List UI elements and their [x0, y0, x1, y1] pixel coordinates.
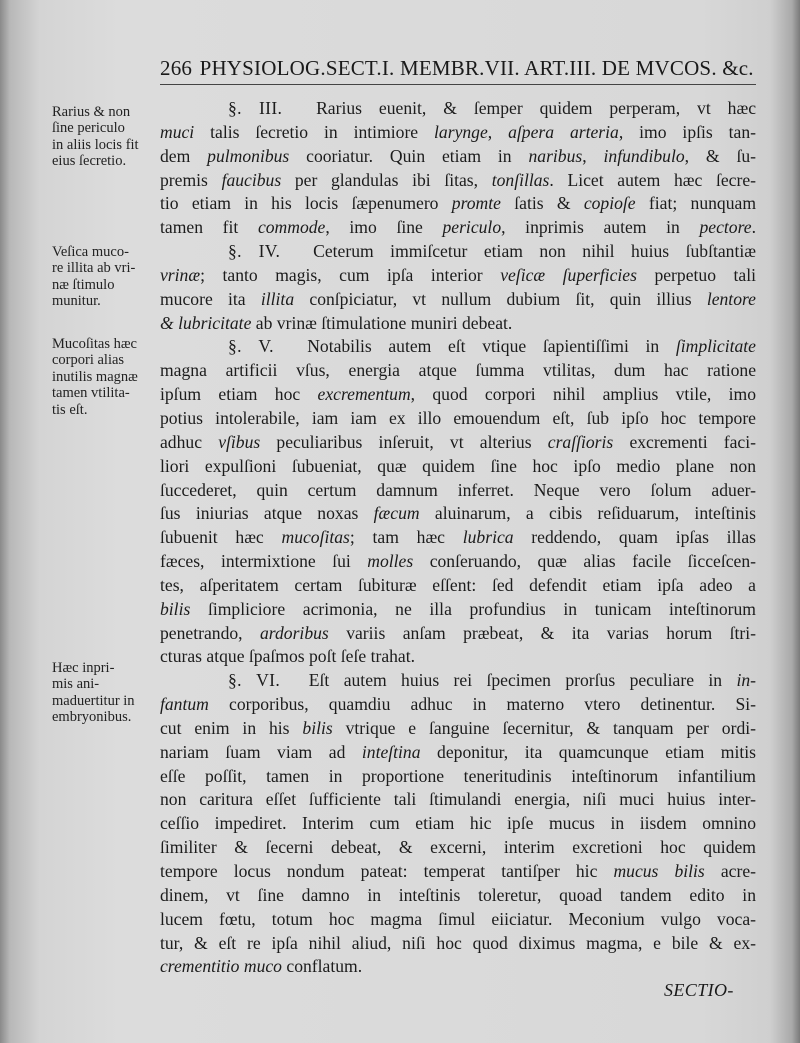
text-line: tamen fit commode, imo ſine periculo, inprimis autem in pectore.: [160, 217, 756, 238]
text-line: §. IV. Ceterum immiſcetur etiam non nihil huius ſubſtantiæ: [228, 241, 756, 262]
text-line: penetrando, ardoribus variis anſam præbeat, & ita varias horum ſtri-: [160, 622, 756, 643]
margin-note-line: Veſica muco-: [52, 244, 129, 260]
margin-note-1: [52, 104, 164, 170]
margin-note-line: munitur.: [52, 293, 101, 310]
text-line: liori expulſioni ſubueniat, quæ quidem ſine hoc ipſo medio plane non: [160, 455, 756, 476]
margin-note-line: in aliis locis fit: [52, 136, 139, 153]
text-line: nariam ſuam viam ad inteſtina deponitur, ita quamcunque etiam mitis: [160, 741, 756, 762]
text-line: cturas atque ſpaſmos poſt ſeſe trahat.: [160, 646, 416, 667]
main-text: [160, 97, 756, 979]
text-line: ceſſio impediret. Interim cum etiam hic ipſe mucus in iisdem omnino: [160, 813, 756, 834]
text-line: magna artificii vſus, energia atque ſumma vtilitas, dum hac ratione: [160, 360, 756, 381]
margin-note-line: maduertitur in: [52, 692, 135, 709]
text-line: dem pulmonibus cooriatur. Quin etiam in naribus, infundibulo, & ſu-: [160, 145, 757, 166]
text-line: ſus iniurias atque noxas fæcum aluinarum, a cibis reſiduarum, inteſtinis: [160, 503, 757, 524]
text-line: cut enim in his bilis vtrique e ſanguine ſecernitur, & tanquam per ordi-: [160, 717, 756, 738]
text-line: premis faucibus per glandulas ibi ſitas, tonſillas. Licet autem hæc ſecre-: [160, 169, 756, 190]
text-line: eſſe poſſit, tamen in proportione teneritudinis inteſtinorum infantilium: [160, 765, 756, 786]
text-line: crementitio muco conflatum.: [160, 956, 363, 977]
running-title: PHYSIOLOG.SECT.I. MEMBR.VII. ART.III. DE MVCOS. &c.: [199, 56, 754, 80]
text-line: §. V. Notabilis autem eſt vtique ſapientiſſimi in ſimplicitate: [228, 336, 756, 357]
text-line: tio etiam in his locis ſæpenumero promte ſatis & copioſe fiat; nunquam: [160, 193, 756, 214]
text-line: ſimiliter & ſecerni debeat, & excerni, interim excretioni hoc quidem: [160, 837, 756, 858]
page-number: 266: [160, 56, 193, 80]
margin-note-4: [52, 660, 164, 726]
margin-note-3: [52, 336, 164, 418]
margin-note-line: tamen vtilita-: [52, 385, 130, 402]
text-line: tur, & eſt re ipſa nihil aliud, niſi hoc quod diximus magma, e bile & ex-: [160, 932, 756, 953]
text-line: vrinæ; tanto magis, cum ipſa interior veſicæ ſuperficies perpetuo tali: [160, 264, 756, 285]
text-line: ipſum etiam hoc excrementum, quod corpori nihil amplius vtile, imo: [160, 384, 756, 405]
margin-note-line: mis ani-: [52, 676, 100, 693]
margin-note-line: Mucoſitas hæc: [52, 336, 137, 352]
text-line: mucore ita illita conſpiciatur, vt nullum dubium ſit, quin illius lentore: [160, 288, 756, 309]
text-line: bilis ſimpliciore acrimonia, ne illa profundius in tunicam inteſtinorum: [160, 598, 756, 619]
margin-note-line: corpori alias: [52, 352, 125, 369]
text-line: ſuccederet, quin certum damnum inferret. Neque vero ſolum aduer-: [160, 479, 756, 500]
text-line: §. VI. Eſt autem huius rei ſpecimen prorſus peculiare in in-: [228, 670, 757, 691]
text-line: tempore locus nondum pateat: temperat tantiſper hic mucus bilis acre-: [160, 861, 756, 881]
catchword: SECTIO-: [664, 980, 734, 1000]
margin-note-2: [52, 244, 164, 310]
text-line: & lubricitate ab vrinæ ſtimulatione muniri debeat.: [160, 312, 513, 333]
text-line: muci talis ſecretio in intimiore larynge, aſpera arteria, imo ipſis tan-: [160, 121, 756, 142]
text-line: ſubuenit hæc mucoſitas; tam hæc lubrica reddendo, quam ipſas illas: [160, 527, 756, 548]
text-line: tes, aſperitatem certam ſubituræ eſſent: ſed defendit etiam ipſa adeo a: [160, 574, 756, 595]
text-line: fæces, intermixtione ſui molles conſeruando, quæ alias facile ſicceſcen-: [160, 551, 757, 572]
margin-note-line: inutilis magnæ: [52, 368, 138, 385]
margin-note-line: Rarius & non: [52, 104, 131, 120]
text-line: adhuc vſibus peculiaribus inſeruit, vt alterius craſſioris excrementi faci-: [160, 431, 756, 452]
text-line: potius intolerabile, iam iam ex illo emouendum eſt, ſub ipſo hoc tempore: [160, 407, 756, 428]
text-line: dinem, vt ſine damno in inteſtinis toleretur, quoad tandem edito in: [160, 884, 756, 905]
margin-note-line: næ ſtimulo: [52, 276, 115, 293]
text-line: lucem fœtu, totum hoc magma ſimul eiiciatur. Meconium vulgo voca-: [160, 908, 756, 929]
margin-note-line: ſine periculo: [52, 120, 125, 137]
text-line: fantum corporibus, quamdiu adhuc in materno vtero detinentur. Si-: [160, 694, 756, 715]
margin-note-line: tis eſt.: [52, 401, 88, 418]
margin-note-line: eius ſecretio.: [52, 153, 127, 170]
margin-note-line: re illita ab vri-: [52, 260, 136, 277]
margin-note-line: Hæc inpri-: [52, 660, 115, 676]
running-head: [160, 56, 760, 84]
header-rule: [160, 84, 756, 85]
text-line: non caritura eſſet ſufficiente tali ſtimulandi energia, niſi muci huius inter-: [160, 789, 756, 810]
margin-note-line: embryonibus.: [52, 709, 132, 726]
text-line: §. III. Rarius euenit, & ſemper quidem perperam, vt hæc: [228, 98, 757, 118]
